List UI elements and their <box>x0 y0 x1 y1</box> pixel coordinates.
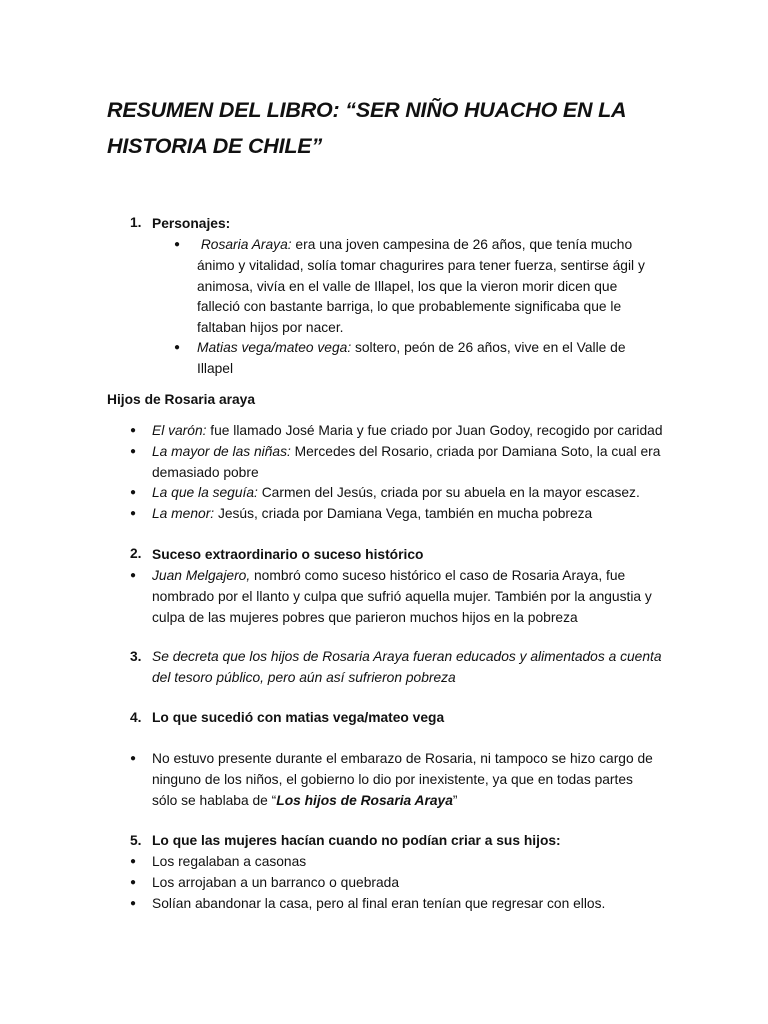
child-item <box>152 421 672 442</box>
section-2-body <box>152 566 672 628</box>
body-text: culpa de las mujeres pobres que parieron muchos hijos en la pobreza <box>152 609 578 625</box>
bullet-icon: ● <box>130 425 137 436</box>
section-5-number: 5. <box>130 833 142 848</box>
child-text: Jesús, criada por Damiana Vega, también en mucha pobreza <box>214 506 593 521</box>
child-text: Carmen del Jesús, criada por su abuela en la mayor escasez. <box>257 485 640 500</box>
child-label: La mayor de las niñas: <box>152 444 291 459</box>
section-3-body <box>152 647 672 689</box>
bullet-icon: ● <box>130 753 137 764</box>
body-text: sólo se hablaba de “ <box>152 792 277 808</box>
body-text: ” <box>452 792 458 808</box>
body-text: nombrado por el llanto y culpa que sufrió aquella mujer. También por la angustia y <box>152 588 652 604</box>
child-label: El varón: <box>152 423 207 438</box>
bullet-icon: ● <box>130 446 137 457</box>
character-text: ánimo y vitalidad, solía tomar chagurires para tener fuerza, sentirse ágil y <box>197 257 645 273</box>
section-2-number: 2. <box>130 546 142 561</box>
bullet-icon: ● <box>130 898 137 909</box>
character-name: Matias vega/mateo vega: <box>197 340 352 355</box>
section-1-number: 1. <box>130 215 142 230</box>
child-text: fue llamado José Maria y fue criado por Juan Godoy, recogido por caridad <box>206 423 663 438</box>
hijos-heading: Hijos de Rosaria araya <box>107 392 256 407</box>
section-1-heading: Personajes: <box>152 216 231 231</box>
character-text: soltero, peón de 26 años, vive en el Valle de <box>351 340 626 355</box>
character-name: Rosaria Araya: <box>200 237 292 252</box>
bullet-icon: ● <box>130 487 137 498</box>
character-text: Illapel <box>197 360 234 376</box>
child-item <box>152 483 672 504</box>
document-title <box>107 92 707 164</box>
child-label: La menor: <box>152 506 215 521</box>
character-text: era una joven campesina de 26 años, que tenía mucho <box>291 237 633 252</box>
bullet-icon: ● <box>130 570 137 581</box>
bullet-icon: ● <box>174 239 181 250</box>
character-text: animosa, vivía en el valle de Illapel, los que la vieron morir dicen que <box>197 278 618 294</box>
section-5-heading: Lo que las mujeres hacían cuando no podían criar a sus hijos: <box>152 833 561 848</box>
child-item <box>152 504 672 525</box>
character-text: falleció con bastante barriga, lo que probablemente significaba que le <box>197 299 622 315</box>
list-item: Los arrojaban a un barranco o quebrada <box>152 875 399 890</box>
bullet-icon: ● <box>174 342 181 353</box>
body-text: nombró como suceso histórico el caso de Rosaria Araya, fue <box>250 568 626 583</box>
section-4-body <box>152 749 672 811</box>
child-text: Mercedes del Rosario, criada por Damiana Soto, la cual era <box>290 444 661 459</box>
bullet-icon: ● <box>130 508 137 519</box>
body-text: Se decreta que los hijos de Rosaria Araya fueran educados y alimentados a cuenta <box>152 649 662 664</box>
section-3-number: 3. <box>130 649 142 664</box>
body-text: No estuvo presente durante el embarazo de Rosaria, ni tampoco se hizo cargo de <box>152 751 653 766</box>
body-text: del tesoro público, pero aún así sufrieron pobreza <box>152 669 456 685</box>
section-4-number: 4. <box>130 710 142 725</box>
bullet-icon: ● <box>130 856 137 867</box>
character-text: faltaban hijos por nacer. <box>197 320 344 336</box>
section-4-heading: Lo que sucedió con matias vega/mateo vega <box>152 710 445 725</box>
section-2-heading: Suceso extraordinario o suceso histórico <box>152 547 424 562</box>
child-text: demasiado pobre <box>152 464 259 480</box>
child-item <box>152 442 672 484</box>
emphasis-text: Los hijos de Rosaria Araya <box>276 792 453 808</box>
title-line-2: HISTORIA DE CHILE” <box>107 134 323 158</box>
body-text: ninguno de los niños, el gobierno lo dio por inexistente, ya que en todas partes <box>152 771 633 787</box>
bullet-icon: ● <box>130 877 137 888</box>
list-item: Los regalaban a casonas <box>152 854 307 869</box>
title-line-1: RESUMEN DEL LIBRO: “SER NIÑO HUACHO EN LA <box>107 98 627 122</box>
person-name: Juan Melgajero, <box>152 568 251 583</box>
character-matias <box>197 338 667 380</box>
character-rosaria <box>197 235 667 339</box>
child-label: La que la seguía: <box>152 485 258 500</box>
list-item: Solían abandonar la casa, pero al final eran tenían que regresar con ellos. <box>152 896 606 911</box>
